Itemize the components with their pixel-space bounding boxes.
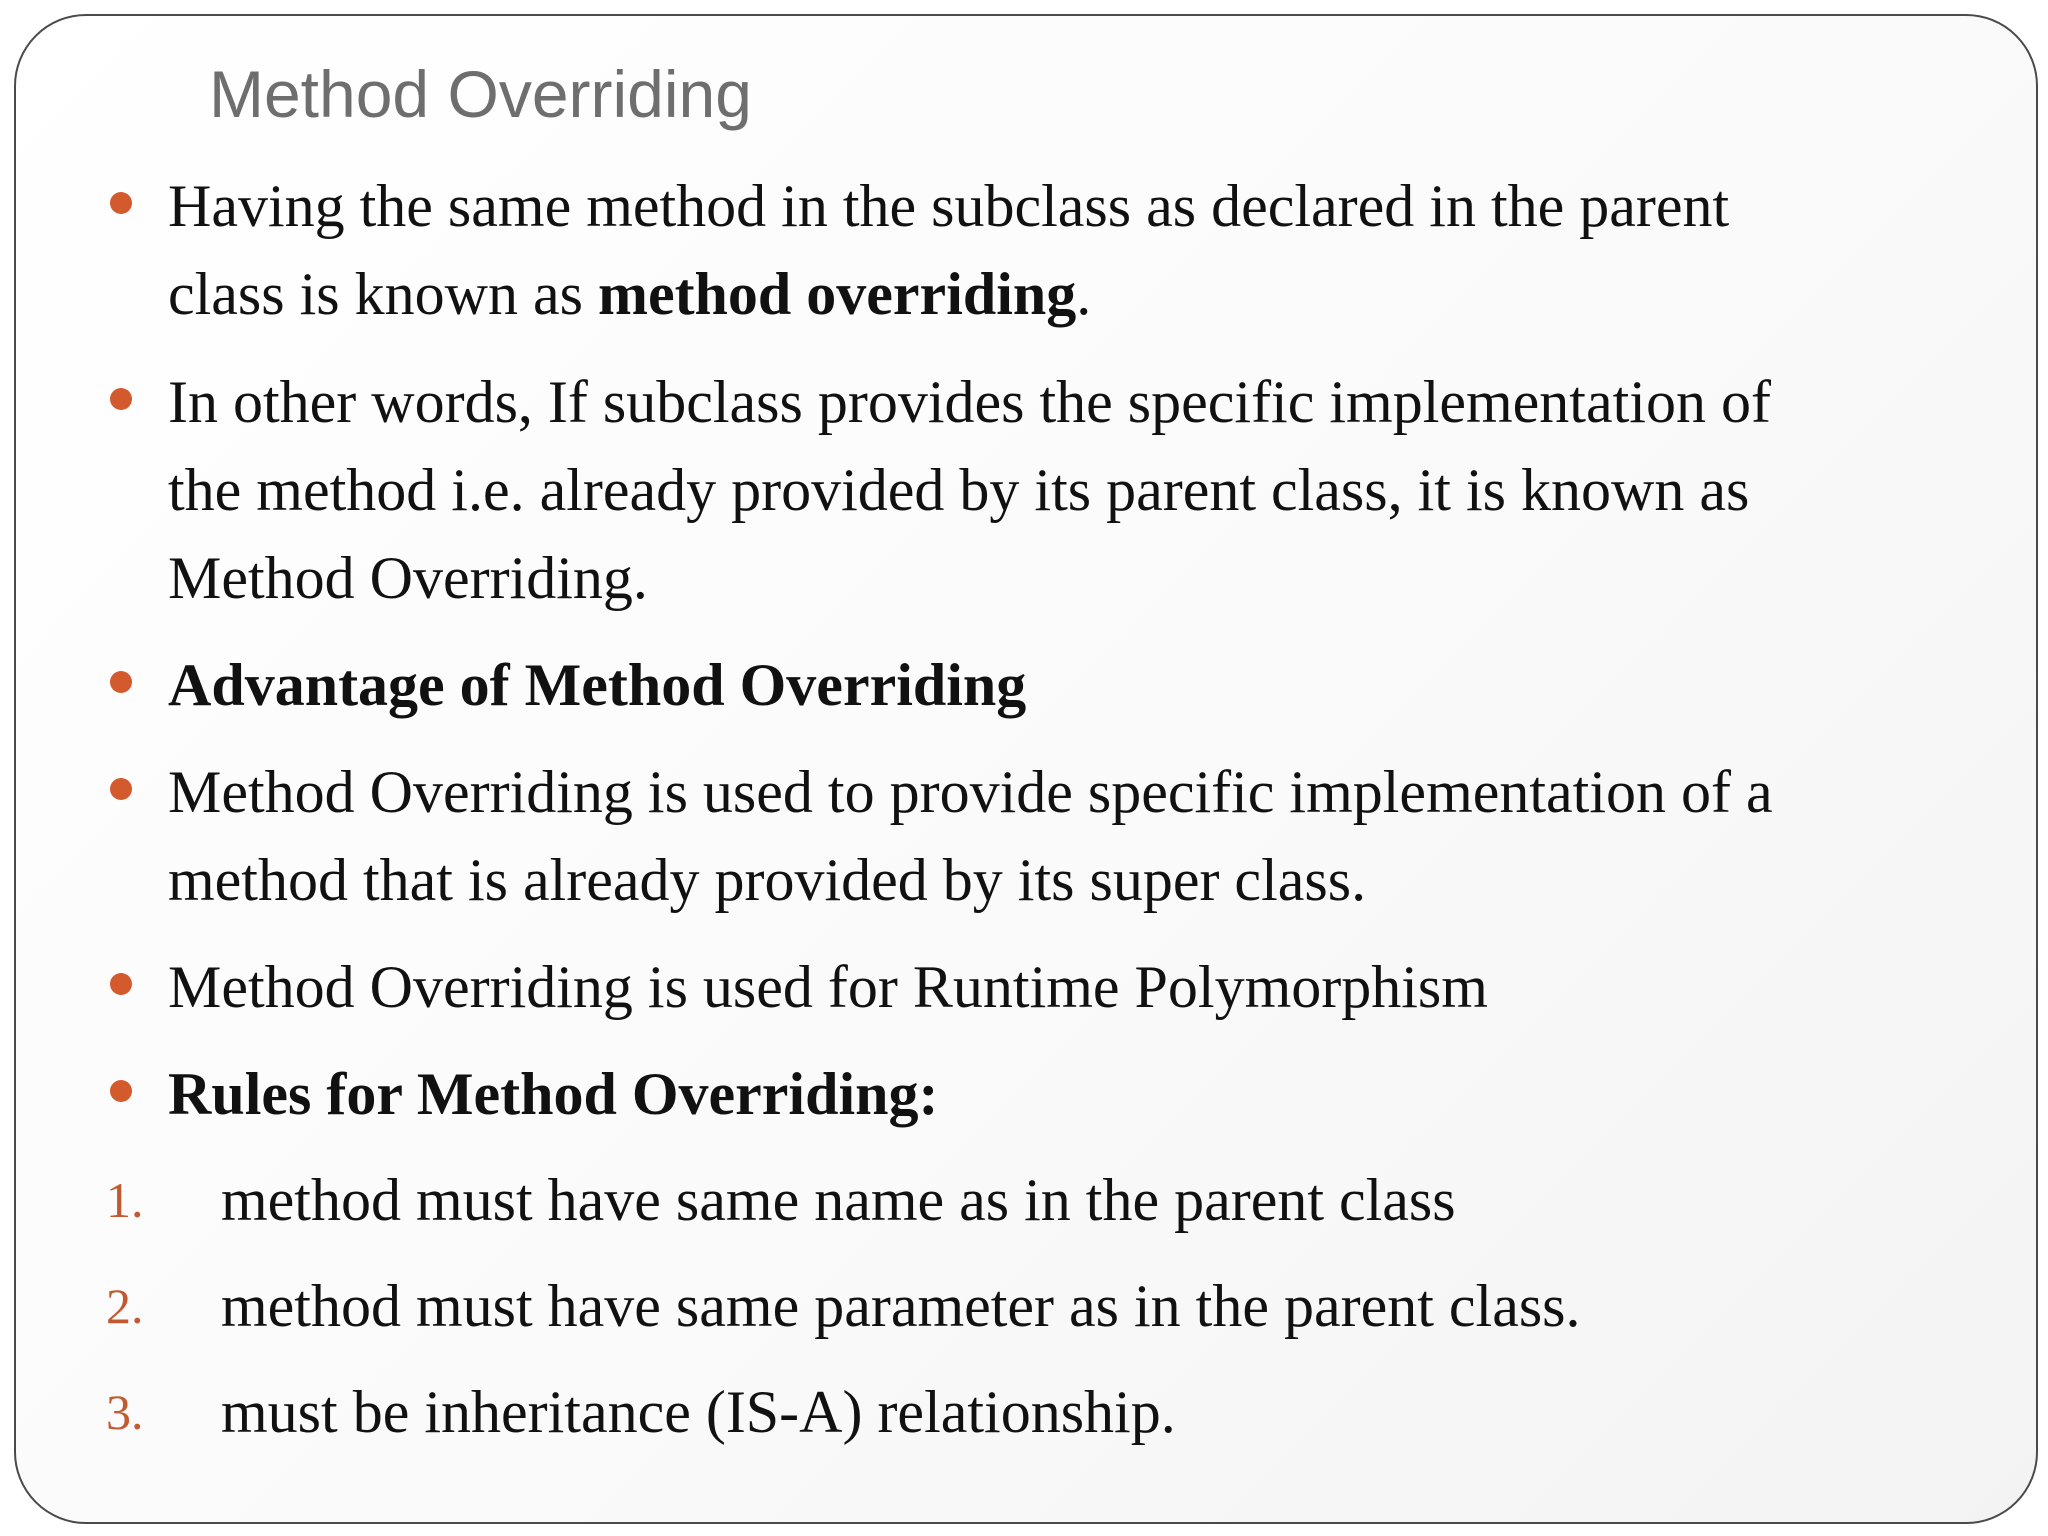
slide-frame [14,14,2038,1524]
bullet-dot [110,192,132,214]
rule-number: 1. [106,1172,144,1228]
bullet-line: Method Overriding is used to provide specific implementation of a [168,759,1773,825]
bold-term: method overriding [597,261,1077,327]
rule-number: 3. [106,1384,144,1440]
bullet-dot [110,388,132,410]
rule-text: must be inheritance (IS-A) relationship. [221,1379,1176,1445]
bullet-dot [110,1080,132,1102]
bullet-heading-rules: Rules for Method Overriding: [168,1061,939,1127]
bullet-line [168,250,1729,338]
bullet-dot [110,671,132,693]
bullet-line: method that is already provided by its super class. [168,847,1367,913]
rule-text: method must have same parameter as in the parent class. [221,1273,1581,1339]
bullet-line: Method Overriding. [168,545,648,611]
bullet-text: . [1076,261,1092,327]
bullet-item-specific-implementation [168,748,1773,924]
bullet-item-definition [168,162,1729,338]
bullet-line: Having the same method in the subclass as declared in the parent [168,173,1730,239]
bullet-item-runtime-polymorphism: Method Overriding is used for Runtime Polymorphism [168,954,1488,1020]
slide-title: Method Overriding [209,57,752,131]
bullet-dot [110,973,132,995]
bullet-item-other-words [168,358,1771,622]
bullet-dot [110,778,132,800]
rule-text: method must have same name as in the parent class [221,1167,1456,1233]
bullet-line: In other words, If subclass provides the specific implementation of [168,369,1771,435]
bullet-text: class is known as [168,261,598,327]
bullet-line: the method i.e. already provided by its parent class, it is known as [168,457,1750,523]
rule-number: 2. [106,1278,144,1334]
bullet-heading-advantage: Advantage of Method Overriding [168,652,1027,718]
